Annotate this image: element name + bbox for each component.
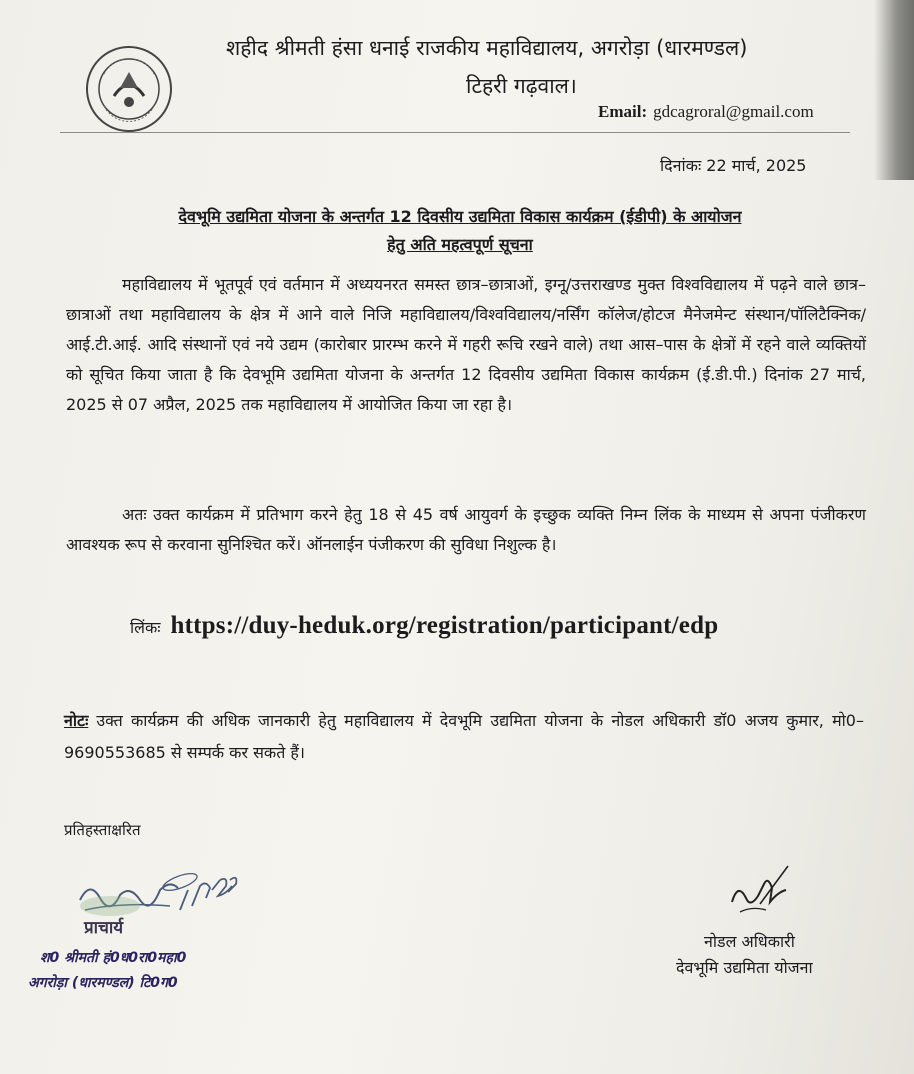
college-seal-icon: [84, 44, 174, 134]
photo-edge: [874, 0, 914, 180]
principal-title: प्राचार्य: [84, 918, 124, 938]
district-name: टिहरी गढ़वाल।: [466, 74, 577, 98]
body-paragraph-2: [66, 500, 866, 560]
date-line: दिनांकः 22 मार्च, 2025: [660, 156, 807, 175]
college-name: शहीद श्रीमती हंसा धनाई राजकीय महाविद्यालय, अगरोड़ा (धारमण्डल): [226, 36, 748, 60]
email-line: [598, 102, 814, 122]
college-stamp-line-2: अगरोड़ा (धारमण्डल) टि0ग0: [28, 975, 178, 991]
header-divider: [60, 132, 850, 133]
body-paragraph-1: [66, 270, 866, 420]
note-paragraph: [64, 705, 864, 769]
college-stamp-line-1: श0 श्रीमती हं0ध0रा0महा0: [40, 950, 187, 966]
note-label: नोटः: [64, 711, 89, 730]
registration-url[interactable]: https://duy-heduk.org/registration/participant/edp: [170, 612, 719, 639]
nodal-officer-signature-icon: [720, 862, 810, 924]
nodal-officer-title: नोडल अधिकारी: [704, 932, 795, 951]
email-label: Email:: [598, 102, 648, 121]
note-text: उक्त कार्यक्रम की अधिक जानकारी हेतु महाविद्यालय में देवभूमि उद्यमिता योजना के नोडल अधिकारी डॉ0 अजय कुमार, मो0– 9690553685 से सम्पर्क कर सकते हैं।: [64, 711, 864, 762]
paragraph-2-text: अतः उक्त कार्यक्रम में प्रतिभाग करने हेतु 18 से 45 वर्ष आयुवर्ग के इच्छुक व्यक्ति निम्न लिंक के माध्यम से अपना पंजीकरण आवश्यक रूप से करवाना सुनिश्चित करें। ऑनलाईन पंजीकरण की सुविधा निशुल्क है।: [66, 505, 866, 554]
link-label: लिंकः: [130, 618, 161, 637]
countersigned-label: प्रतिहस्ताक्षरित: [64, 821, 141, 839]
registration-link-line: [130, 612, 718, 640]
subject-line-2: हेतु अति महत्वपूर्ण सूचना: [387, 235, 533, 254]
subject-line-1: देवभूमि उद्यमिता योजना के अन्तर्गत 12 दिवसीय उद्यमिता विकास कार्यक्रम (ईडीपी) के आयोजन: [178, 207, 742, 226]
paragraph-1-text: महाविद्यालय में भूतपूर्व एवं वर्तमान में अध्ययनरत समस्त छात्र–छात्राओं, इग्नू/उत्तराखण्ड मुक्त विश्वविद्यालय में पढ़ने वाले छात्र–छात्राओं तथा महाविद्यालय के क्षेत्र में आने वाले निजि महाविद्यालय/विश्वविद्यालय/नर्सिंग कॉलेज/होटज मैनेजमेन्ट संस्थान/पॉलिटैक्निक/आई.टी.आई. आदि संस्थानों एवं नये उद्यम (कारोबार प्रारम्भ करने में गहरी रूचि रखने वाले) तथा आस–पास के क्षेत्रों में रहने वाले व्यक्तियों को सूचित किया जाता है कि देवभूमि उद्यमिता योजना के अन्तर्गत 12 दिवसीय उद्यमिता विकास कार्यक्रम (ई.डी.पी.) दिनांक 27 मार्च, 2025 से 07 अप्रैल, 2025 तक महाविद्यालय में आयोजित किया जा रहा है।: [66, 275, 866, 414]
nodal-scheme-name: देवभूमि उद्यमिता योजना: [676, 958, 813, 977]
subject-heading: [60, 203, 860, 259]
email-value: gdcagroral@gmail.com: [653, 102, 814, 121]
